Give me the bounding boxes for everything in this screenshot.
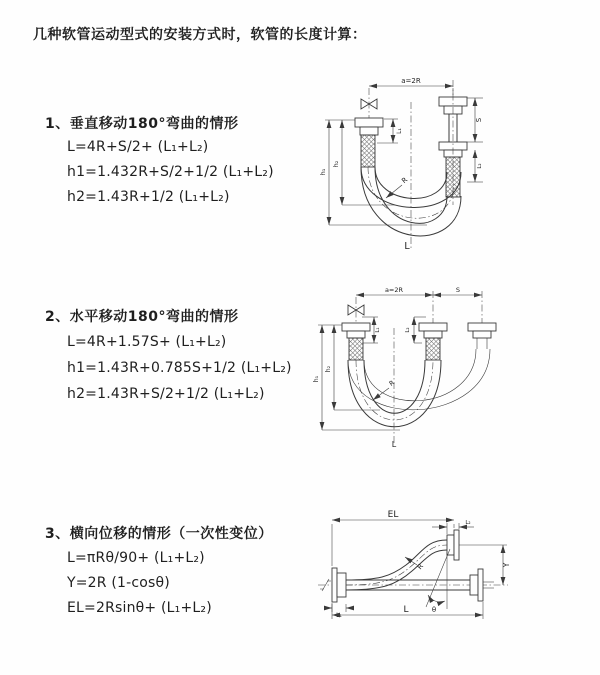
- l1-label: L₁: [336, 612, 342, 619]
- diagram-vertical-180-bend: [315, 72, 600, 257]
- length-l-label: L: [404, 241, 410, 252]
- h1-label: h₁: [313, 375, 320, 383]
- section-2-formula-h2: h2=1.43R+S/2+1/2 (L₁+L₂): [67, 386, 265, 402]
- l2-label: L₂: [465, 520, 471, 526]
- braided-hose-end: [426, 338, 440, 360]
- angle-construction: [426, 549, 450, 614]
- y-label: Y: [502, 562, 511, 568]
- section-1-formula-h2: h2=1.43R+1/2 (L₁+L₂): [67, 189, 230, 205]
- section-3-formula-l: L=πRθ/90+ (L₁+L₂): [67, 550, 205, 566]
- el-label: EL: [387, 510, 399, 520]
- section-1-heading: 1、垂直移动180°弯曲的情形: [45, 116, 239, 132]
- section-1-formula-h1: h1=1.432R+S/2+1/2 (L₁+L₂): [67, 164, 274, 180]
- l2-label: L₂: [405, 327, 411, 333]
- a2r-label: a=2R: [401, 77, 421, 85]
- l1-label: L₁: [375, 327, 381, 333]
- length-l-label: L: [391, 440, 397, 449]
- section-3-formula-y: Y=2R (1-cosθ): [67, 575, 170, 591]
- radius-callout: [405, 557, 425, 571]
- diagram-lateral-displacement: [298, 507, 598, 647]
- valve-icon: [361, 88, 377, 118]
- left-flange: [332, 568, 346, 602]
- theta-label: θ: [431, 606, 437, 614]
- dimension-l: [332, 602, 483, 619]
- s-label: S: [475, 117, 483, 123]
- upper-right-flange: [447, 530, 507, 560]
- hose-u-loop: [348, 360, 441, 427]
- dimension-l2: [467, 150, 483, 182]
- r-label: R: [415, 562, 426, 572]
- radius-callout: [373, 379, 396, 400]
- section-2-formula-l: L=4R+1.57S+ (L₁+L₂): [67, 334, 227, 350]
- l2-label: L₂: [477, 163, 483, 169]
- dimension-l2: [432, 520, 474, 534]
- middle-fitting: [419, 323, 447, 360]
- dimension-y: [502, 545, 511, 585]
- r-label: R: [387, 378, 397, 388]
- dimension-s: [433, 286, 482, 295]
- center-axis-line: [394, 291, 482, 445]
- hose-s-curve: [346, 540, 447, 590]
- dimension-s: [467, 98, 483, 142]
- valve-icon: [348, 297, 364, 323]
- section-1-formula-l: L=4R+S/2+ (L₁+L₂): [67, 139, 209, 155]
- h1-label: h₁: [319, 168, 327, 176]
- dimension-a2r: [356, 286, 433, 295]
- left-fitting: [355, 118, 383, 167]
- radius-callout: [386, 176, 409, 198]
- hose-u-loop-moved: [348, 349, 490, 410]
- section-3-formula-el: EL=2Rsinθ+ (L₁+L₂): [67, 600, 212, 616]
- dimension-el: [332, 510, 454, 566]
- dimension-l1: [324, 604, 354, 619]
- page-title: 几种软管运动型式的安装方式时，软管的长度计算：: [33, 27, 367, 43]
- section-3-heading: 3、横向位移的情形（一次性变位）: [45, 526, 273, 542]
- section-2-heading: 2、水平移动180°弯曲的情形: [45, 309, 239, 325]
- r-label: R: [400, 175, 410, 186]
- h2-label: h₂: [332, 160, 340, 168]
- braided-hose-end: [349, 338, 363, 360]
- s-label: S: [455, 286, 461, 294]
- braided-hose-end: [361, 135, 375, 167]
- left-fitting: [342, 323, 370, 360]
- diagram-horizontal-180-bend: [310, 283, 600, 453]
- l1-label: L₁: [396, 128, 403, 134]
- a2r-label: a=2R: [384, 286, 404, 294]
- moved-position-fitting: [468, 323, 496, 349]
- section-2-formula-h1: h1=1.43R+0.785S+1/2 (L₁+L₂): [67, 360, 292, 376]
- dimension-a2r: [369, 77, 453, 95]
- h2-label: h₂: [325, 365, 332, 373]
- length-l-label: L: [403, 605, 409, 615]
